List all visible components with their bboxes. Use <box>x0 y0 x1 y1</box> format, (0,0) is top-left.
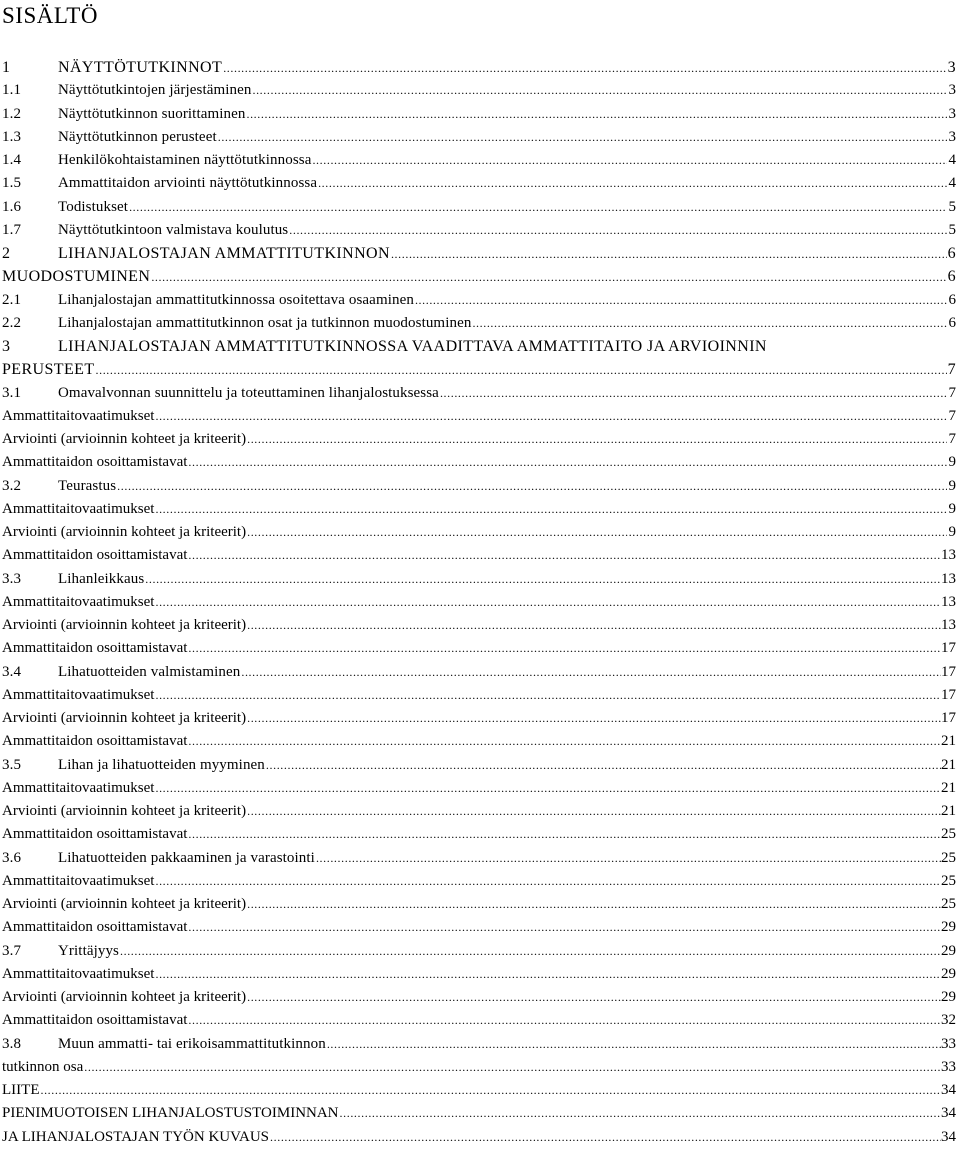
toc-entry[interactable] <box>2 382 956 405</box>
toc-entry[interactable] <box>2 754 956 777</box>
toc-entry[interactable] <box>2 475 956 498</box>
toc-entry-number: 3.1 <box>2 384 22 401</box>
dot-leader <box>317 172 947 195</box>
toc-entry-text: Ammattitaidon osoittamistavat <box>2 826 188 843</box>
toc-entry-text: Omavalvonnan suunnittelu ja toteuttaminen lihanjalostuksessa <box>58 384 439 401</box>
dot-leader <box>187 451 947 474</box>
toc-entry[interactable] <box>2 1079 956 1102</box>
dot-leader <box>246 428 947 451</box>
toc-entry-page-number: 29 <box>941 989 956 1005</box>
toc-entry-page-number: 17 <box>941 686 956 703</box>
toc-entry-text: Todistukset <box>58 198 129 215</box>
dot-leader <box>246 707 941 730</box>
toc-entry-page-number: 9 <box>948 454 956 471</box>
toc-entry-text: Teurastus <box>58 477 117 494</box>
dot-leader <box>288 219 947 242</box>
toc-entry[interactable] <box>2 544 956 567</box>
dot-leader <box>154 777 941 800</box>
dot-leader <box>154 963 941 986</box>
dot-leader <box>187 916 941 939</box>
toc-entry-text: Arviointi (arvioinnin kohteet ja kriteerit) <box>2 524 247 540</box>
toc-entry-page-number: 5 <box>948 221 956 238</box>
dot-leader <box>83 1056 941 1079</box>
toc-entry-text: Ammattitaidon osoittamistavat <box>2 547 188 564</box>
toc-entry-page-number: 25 <box>941 849 956 866</box>
dot-leader <box>269 1126 941 1149</box>
toc-entry-number: 1.5 <box>2 175 22 192</box>
dot-leader <box>154 870 941 893</box>
dot-leader <box>246 614 941 637</box>
toc-entry[interactable] <box>2 963 956 986</box>
toc-entry-text: Yrittäjyys <box>58 942 119 959</box>
toc-entry-page-number: 21 <box>941 779 956 796</box>
toc-entry-page-number: 32 <box>941 1012 956 1029</box>
toc-entry[interactable] <box>2 126 956 149</box>
toc-entry[interactable] <box>2 800 956 823</box>
toc-entry-page-number: 9 <box>948 524 956 540</box>
toc-entry[interactable] <box>2 1033 956 1056</box>
toc-entry[interactable] <box>2 196 956 219</box>
toc-entry[interactable] <box>2 103 956 126</box>
toc-entry-text: LIHANJALOSTAJAN AMMATTITUTKINNOSSA VAADITTAVA AMMATTITAITO JA ARVIOINNIN <box>58 338 767 355</box>
toc-entry-page-number: 7 <box>948 384 956 401</box>
toc-entry-text: Näyttötutkintoon valmistava koulutus <box>58 221 289 238</box>
toc-entry[interactable] <box>2 637 956 660</box>
toc-entry[interactable] <box>2 1056 956 1079</box>
toc-entry-number: 3.5 <box>2 756 22 773</box>
toc-entry[interactable] <box>2 79 956 102</box>
toc-entry[interactable] <box>2 614 956 637</box>
toc-entry-text: Arviointi (arvioinnin kohteet ja kriteerit) <box>2 989 247 1005</box>
dot-leader <box>187 1009 941 1032</box>
toc-entry-page-number: 25 <box>941 872 956 889</box>
toc-entry-number: 1.6 <box>2 198 22 215</box>
toc-entry-page-number: 17 <box>941 710 956 726</box>
toc-entry[interactable] <box>2 405 956 428</box>
dot-leader <box>154 405 947 428</box>
dot-leader <box>187 544 941 567</box>
toc-entry-page-number: 7 <box>948 431 956 447</box>
toc-entry-text: Lihatuotteiden pakkaaminen ja varastointi <box>58 849 315 866</box>
dot-leader <box>95 359 948 381</box>
toc-entry-number: 1.4 <box>2 152 22 168</box>
dot-leader <box>246 986 941 1009</box>
toc-entry-page-number: 5 <box>948 198 956 215</box>
toc-entry-page-number: 13 <box>941 617 956 633</box>
toc-entry[interactable] <box>2 661 956 684</box>
toc-entry-text: PERUSTEET <box>2 361 95 379</box>
dot-leader <box>471 312 947 335</box>
toc-entry-text: Ammattitaitovaatimukset <box>2 407 155 424</box>
toc-entry-text: Ammattitaitovaatimukset <box>2 872 155 889</box>
toc-entry-text: Ammattitaitovaatimukset <box>2 965 155 982</box>
toc-entry-page-number: 33 <box>941 1058 956 1075</box>
toc-entry-page-number: 33 <box>941 1035 956 1052</box>
dot-leader <box>128 196 947 219</box>
dot-leader <box>439 382 947 405</box>
toc-entry[interactable] <box>2 335 956 358</box>
toc-entry-text: tutkinnon osa <box>2 1058 84 1075</box>
toc-entry-text: Lihatuotteiden valmistaminen <box>58 663 241 680</box>
toc-entry-text: Näyttötutkintojen järjestäminen <box>58 82 252 99</box>
toc-entry-text: Ammattitaidon osoittamistavat <box>2 454 188 471</box>
toc-entry-text: Arviointi (arvioinnin kohteet ja kriteerit) <box>2 431 247 447</box>
toc-entry-text: Muun ammatti- tai erikoisammattitutkinnon <box>58 1035 326 1052</box>
toc-entry-page-number: 29 <box>941 919 956 936</box>
toc-entry-text: PIENIMUOTOISEN LIHANJALOSTUSTOIMINNAN <box>2 1105 339 1122</box>
toc-entry-number: 3.3 <box>2 570 22 587</box>
dot-leader <box>154 684 941 707</box>
toc-entry[interactable] <box>2 498 956 521</box>
toc-entry-text: Ammattitaitovaatimukset <box>2 686 155 703</box>
toc-entry-number: 2 <box>2 245 11 262</box>
toc-entry-page-number: 7 <box>948 407 956 424</box>
toc-entry-text: Ammattitaidon osoittamistavat <box>2 640 188 657</box>
toc-entry-text: Näyttötutkinnon perusteet <box>58 128 217 145</box>
toc-entry-page-number: 6 <box>948 314 956 331</box>
toc-entry-page-number: 25 <box>941 896 956 912</box>
toc-entry-text: Lihanjalostajan ammattitutkinnossa osoitettava osaaminen <box>58 291 414 308</box>
dot-leader <box>116 475 947 498</box>
toc-entry-text: Henkilökohtaistaminen näyttötutkinnossa <box>58 152 312 168</box>
dot-leader <box>326 1033 941 1056</box>
toc-entry[interactable] <box>2 847 956 870</box>
toc-entry-text: Ammattitaidon arviointi näyttötutkinnossa <box>58 175 318 192</box>
dot-leader <box>217 126 947 149</box>
toc-entry[interactable] <box>2 870 956 893</box>
toc-entry-page-number: 3 <box>948 82 956 99</box>
toc-entry-text: Lihanleikkaus <box>58 570 145 587</box>
toc-entry-text: Näyttötutkinnon suorittaminen <box>58 105 246 122</box>
dot-leader <box>311 149 947 172</box>
toc-entry[interactable] <box>2 777 956 800</box>
toc-entry-text: NÄYTTÖTUTKINNOT <box>58 59 223 76</box>
toc-entry-text: Ammattitaidon osoittamistavat <box>2 733 188 750</box>
dot-leader <box>150 266 947 288</box>
dot-leader <box>187 823 941 846</box>
toc-entry-number: 1.1 <box>2 82 22 99</box>
toc-entry-page-number: 9 <box>948 500 956 517</box>
toc-entry-page-number: 13 <box>941 593 956 610</box>
toc-entry-number: 3.8 <box>2 1035 22 1052</box>
toc-entry-text: LIITE <box>2 1082 40 1098</box>
toc-entry-page-number: 17 <box>941 663 956 680</box>
toc-entry[interactable] <box>2 707 956 730</box>
toc-entry[interactable] <box>2 986 956 1009</box>
toc-entry[interactable] <box>2 312 956 335</box>
toc-entry[interactable] <box>2 591 956 614</box>
toc-entry-number: 3.2 <box>2 477 22 494</box>
dot-leader <box>339 1102 941 1125</box>
toc-entry-page-number: 21 <box>941 756 956 773</box>
toc-entry-page-number: 29 <box>941 965 956 982</box>
dot-leader <box>246 893 941 916</box>
toc-entry-number: 1.2 <box>2 105 22 122</box>
toc-entry-text: Arviointi (arvioinnin kohteet ja kriteerit) <box>2 617 247 633</box>
toc-entry-text: Ammattitaitovaatimukset <box>2 500 155 517</box>
toc-entry-page-number: 34 <box>941 1105 956 1122</box>
toc-entry-page-number: 3 <box>947 59 956 76</box>
toc-entry-page-number: 6 <box>947 245 956 262</box>
toc-entry-page-number: 4 <box>948 175 956 192</box>
toc-entry[interactable] <box>2 242 956 265</box>
toc-entry-page-number: 29 <box>941 942 956 959</box>
toc-entry-number: 3.7 <box>2 942 22 959</box>
toc-entry[interactable] <box>2 893 956 916</box>
toc-entry[interactable] <box>2 916 956 939</box>
toc-entry-text: Arviointi (arvioinnin kohteet ja kriteerit) <box>2 803 247 819</box>
dot-leader <box>414 289 947 312</box>
table-of-contents <box>2 56 956 1149</box>
dot-leader <box>246 800 941 823</box>
dot-leader <box>154 498 947 521</box>
toc-entry-page-number: 21 <box>941 803 956 819</box>
toc-entry-number: 1.7 <box>2 221 22 238</box>
toc-entry-text: Lihanjalostajan ammattitutkinnon osat ja tutkinnon muodostuminen <box>58 314 472 331</box>
toc-entry-text: Ammattitaitovaatimukset <box>2 779 155 796</box>
toc-entry-page-number: 21 <box>941 733 956 750</box>
dot-leader <box>154 591 941 614</box>
toc-entry-page-number: 6 <box>948 291 956 308</box>
toc-entry[interactable] <box>2 1009 956 1032</box>
toc-entry-text: MUODOSTUMINEN <box>2 268 151 286</box>
toc-entry[interactable] <box>2 940 956 963</box>
toc-entry-number: 3.4 <box>2 663 22 680</box>
toc-entry[interactable] <box>2 823 956 846</box>
toc-entry[interactable] <box>2 149 956 172</box>
toc-entry-text: Lihan ja lihatuotteiden myyminen <box>58 756 265 773</box>
toc-entry-text: Arviointi (arvioinnin kohteet ja kriteerit) <box>2 710 247 726</box>
dot-leader <box>245 103 947 126</box>
toc-entry-page-number: 9 <box>948 477 956 494</box>
toc-entry[interactable] <box>2 265 956 288</box>
dot-leader <box>246 521 947 544</box>
toc-entry-text: Ammattitaidon osoittamistavat <box>2 919 188 936</box>
toc-entry-page-number: 34 <box>941 1082 956 1098</box>
toc-entry-page-number: 6 <box>947 268 956 286</box>
toc-entry-text: JA LIHANJALOSTAJAN TYÖN KUVAUS <box>2 1128 270 1145</box>
toc-entry-page-number: 13 <box>941 547 956 564</box>
toc-entry-page-number: 13 <box>941 570 956 587</box>
dot-leader <box>315 847 941 870</box>
toc-entry-number: 3 <box>2 338 11 355</box>
dot-leader <box>187 730 941 753</box>
toc-entry-page-number: 25 <box>941 826 956 843</box>
toc-entry[interactable] <box>2 1126 956 1149</box>
toc-entry-page-number: 7 <box>947 361 956 379</box>
dot-leader <box>187 637 941 660</box>
toc-entry[interactable] <box>2 289 956 312</box>
toc-entry[interactable] <box>2 172 956 195</box>
toc-entry[interactable] <box>2 521 956 544</box>
toc-entry[interactable] <box>2 56 956 79</box>
toc-entry-number: 1.3 <box>2 128 22 145</box>
toc-entry[interactable] <box>2 358 956 381</box>
toc-entry[interactable] <box>2 730 956 753</box>
toc-entry[interactable] <box>2 568 956 591</box>
toc-entry-text: LIHANJALOSTAJAN AMMATTITUTKINNON <box>58 245 390 262</box>
dot-leader <box>390 243 947 265</box>
toc-entry-page-number: 4 <box>948 152 956 168</box>
toc-entry-page-number: 3 <box>948 105 956 122</box>
dot-leader <box>240 661 941 684</box>
toc-entry-number: 2.1 <box>2 291 22 308</box>
toc-entry[interactable] <box>2 684 956 707</box>
toc-entry[interactable] <box>2 219 956 242</box>
toc-entry-number: 1 <box>2 59 11 76</box>
dot-leader <box>265 754 941 777</box>
toc-entry[interactable] <box>2 451 956 474</box>
dot-leader <box>119 940 941 963</box>
dot-leader <box>39 1079 941 1102</box>
dot-leader <box>144 568 941 591</box>
toc-entry-text: Arviointi (arvioinnin kohteet ja kriteerit) <box>2 896 247 912</box>
dot-leader <box>251 79 947 102</box>
toc-entry-page-number: 34 <box>941 1128 956 1145</box>
toc-entry-text: Ammattitaidon osoittamistavat <box>2 1012 188 1029</box>
toc-entry[interactable] <box>2 1102 956 1125</box>
toc-title: SISÄLTÖ <box>2 3 98 28</box>
toc-entry[interactable] <box>2 428 956 451</box>
toc-entry-page-number: 17 <box>941 640 956 657</box>
toc-entry-page-number: 3 <box>948 128 956 145</box>
dot-leader <box>222 57 947 79</box>
toc-entry-number: 2.2 <box>2 314 22 331</box>
toc-entry-number: 3.6 <box>2 849 22 866</box>
toc-entry-text: Ammattitaitovaatimukset <box>2 593 155 610</box>
